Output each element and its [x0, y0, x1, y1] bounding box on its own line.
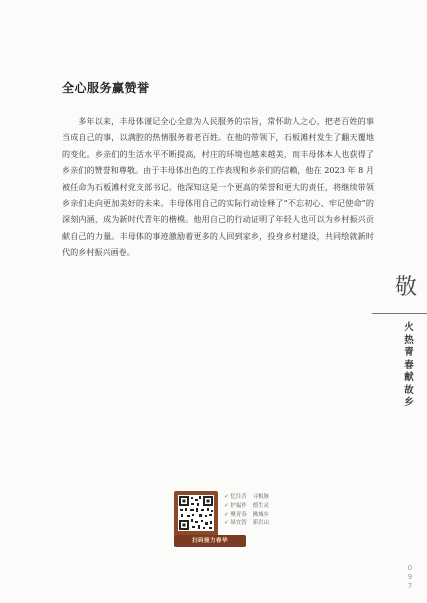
qr-list-item — [224, 493, 314, 502]
qr-item-label: 寻根脉 — [252, 494, 269, 500]
side-character: 敬 — [395, 275, 418, 300]
section-heading: 全心服务赢赞誉 — [62, 81, 150, 95]
qr-item-label: 德生灵 — [252, 502, 269, 509]
qr-item-label: 新岩山 — [252, 520, 269, 527]
qr-block — [174, 491, 324, 556]
paragraph: 多年以来，丰母体谨记全心全意为人民服务的宗旨，常怀助人之心，把老百姓的事当成自己的事，以满腔的热情服务着老百姓。在他的带领下，石板滩村发生了翻天覆地的变化。乡亲们的生活水平不断提高，村庄的环境也越来越美，而丰母体本人也获得了乡亲们的赞誉和尊敬。由于丰母体出色的工作表现和乡亲们的信赖，他在 2023 年 8 月被任命为石板滩村党支部书记。他深知这是一个更高的荣誉和更大的责任，将继续带领乡亲们走向更加美好的未来。丰母体用自己的实际行动诠释了“不忘初心、牢记使命”的深刻内涵，成为新时代青年的楷模。他用自己的行动证明了年轻人也可以为乡村振兴贡献自己的力量。丰母体的事迹激励着更多的人回到家乡，投身乡村建设，共同绘就新时代的乡村振兴画卷。 — [62, 116, 374, 258]
qr-list-item — [224, 502, 314, 511]
qr-caption: 扫码接力春华 — [174, 535, 246, 547]
qr-list-item — [224, 511, 314, 520]
qr-item-label: 忆往昔 — [230, 494, 247, 500]
qr-code-icon[interactable] — [178, 495, 214, 531]
side-vertical-title: 火热青春献故乡 — [404, 322, 414, 408]
bullet-icon: ✓ — [224, 494, 229, 500]
qr-item-label: 拂城乡 — [252, 511, 269, 518]
bullet-icon: ✓ — [224, 511, 229, 518]
qr-item-label: 聚青春 — [230, 511, 247, 518]
body-text — [62, 113, 374, 261]
page-number: 097 — [407, 564, 413, 590]
qr-list-item — [224, 519, 314, 528]
qr-item-label: 护福祚 — [230, 502, 247, 509]
bullet-icon: ✓ — [224, 520, 229, 527]
side-divider — [372, 313, 427, 314]
qr-item-label: 绿宜智 — [230, 520, 247, 527]
qr-resource-list — [224, 493, 314, 528]
bullet-icon: ✓ — [224, 502, 229, 509]
